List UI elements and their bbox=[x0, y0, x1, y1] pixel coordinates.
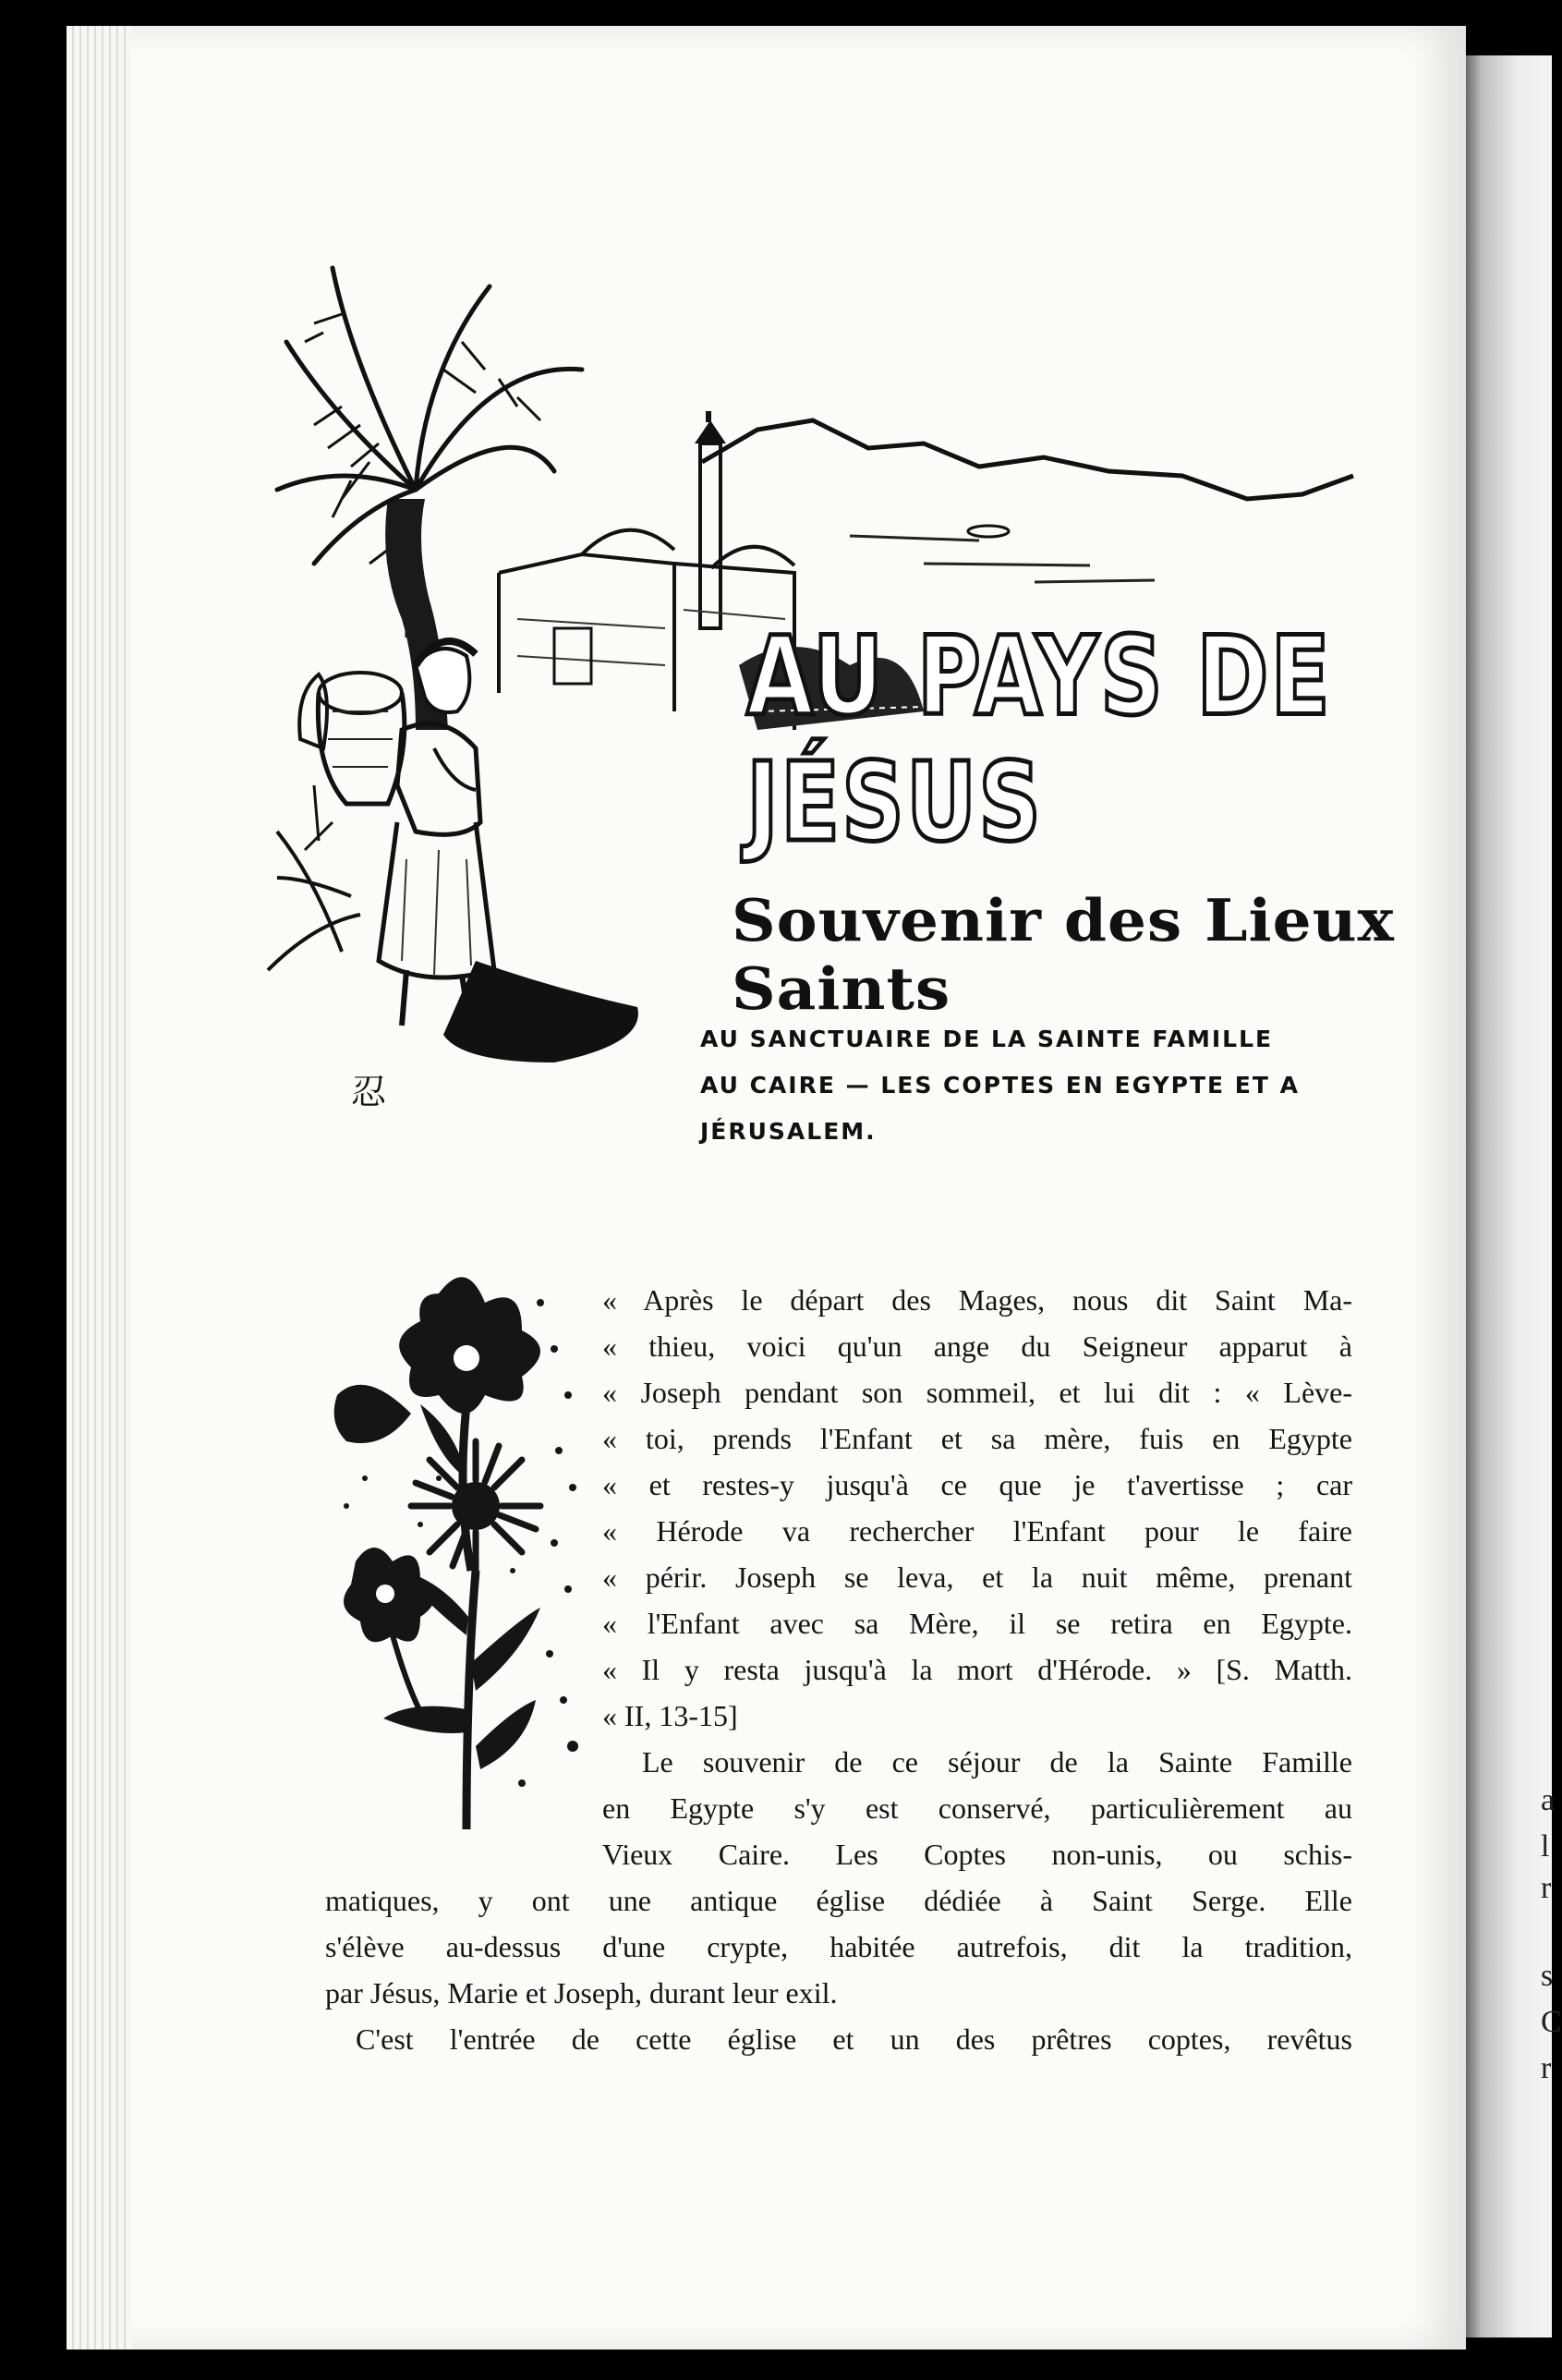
body-line: « Hérode va rechercher l'Enfant pour le faire bbox=[602, 1514, 1352, 1548]
body-line: matiques, y ont une antique église dédiée à Saint Serge. Elle bbox=[325, 1884, 1352, 1917]
facing-page-edge bbox=[1466, 55, 1552, 2338]
page-title-art: AU PAYS DE JÉSUS bbox=[746, 614, 1332, 867]
body-line: « périr. Joseph se leva, et la nuit même, prenant bbox=[602, 1560, 1352, 1594]
section-subhead bbox=[700, 1016, 1358, 1155]
page-subtitle: Souvenir des Lieux Saints bbox=[732, 885, 1395, 1024]
body-line: « thieu, voici qu'un ange du Seigneur apparut à bbox=[602, 1330, 1352, 1363]
page-edges bbox=[67, 26, 131, 2350]
facing-page-letter: a bbox=[1541, 1783, 1556, 1817]
flower-ornament bbox=[328, 1266, 596, 1839]
facing-page-letter: l bbox=[1541, 1829, 1550, 1864]
body-line: Le souvenir de ce séjour de la Sainte Famille bbox=[642, 1745, 1352, 1779]
facing-page-letter: C bbox=[1541, 2005, 1562, 2039]
subhead-line: AU SANCTUAIRE DE LA SAINTE FAMILLE bbox=[700, 1026, 1274, 1052]
body-line: Vieux Caire. Les Coptes non-unis, ou schis- bbox=[602, 1838, 1352, 1871]
body-line: « Joseph pendant son sommeil, et lui dit : « Lève- bbox=[602, 1376, 1352, 1409]
svg-text:忍: 忍 bbox=[351, 1072, 387, 1112]
body-line: « II, 13-15] bbox=[602, 1699, 738, 1732]
body-line: s'élève au-dessus d'une crypte, habitée autrefois, dit la tradition, bbox=[325, 1930, 1352, 1963]
body-line: « et restes-y jusqu'à ce que je t'avertisse ; car bbox=[602, 1468, 1352, 1501]
body-line: en Egypte s'y est conservé, particulièrement au bbox=[602, 1791, 1352, 1825]
body-line: « l'Enfant avec sa Mère, il se retira en Egypte. bbox=[602, 1607, 1352, 1640]
facing-page-letter: r bbox=[1541, 1871, 1552, 1905]
body-line: C'est l'entrée de cette église et un des prêtres coptes, revêtus bbox=[356, 2022, 1352, 2056]
subhead-line: JÉRUSALEM. bbox=[700, 1118, 877, 1145]
body-line: « Il y resta jusqu'à la mort d'Hérode. » [S. Matth. bbox=[602, 1653, 1352, 1686]
facing-page-letter: r bbox=[1541, 2051, 1552, 2085]
body-line: « toi, prends l'Enfant et sa mère, fuis en Egypte bbox=[602, 1422, 1352, 1455]
body-line: par Jésus, Marie et Joseph, durant leur exil. bbox=[325, 1976, 838, 2010]
facing-page-letter: s bbox=[1541, 1959, 1554, 1993]
subhead-line: AU CAIRE — LES COPTES EN EGYPTE ET A bbox=[700, 1072, 1300, 1099]
body-line: « Après le départ des Mages, nous dit Saint Ma- bbox=[602, 1283, 1352, 1317]
